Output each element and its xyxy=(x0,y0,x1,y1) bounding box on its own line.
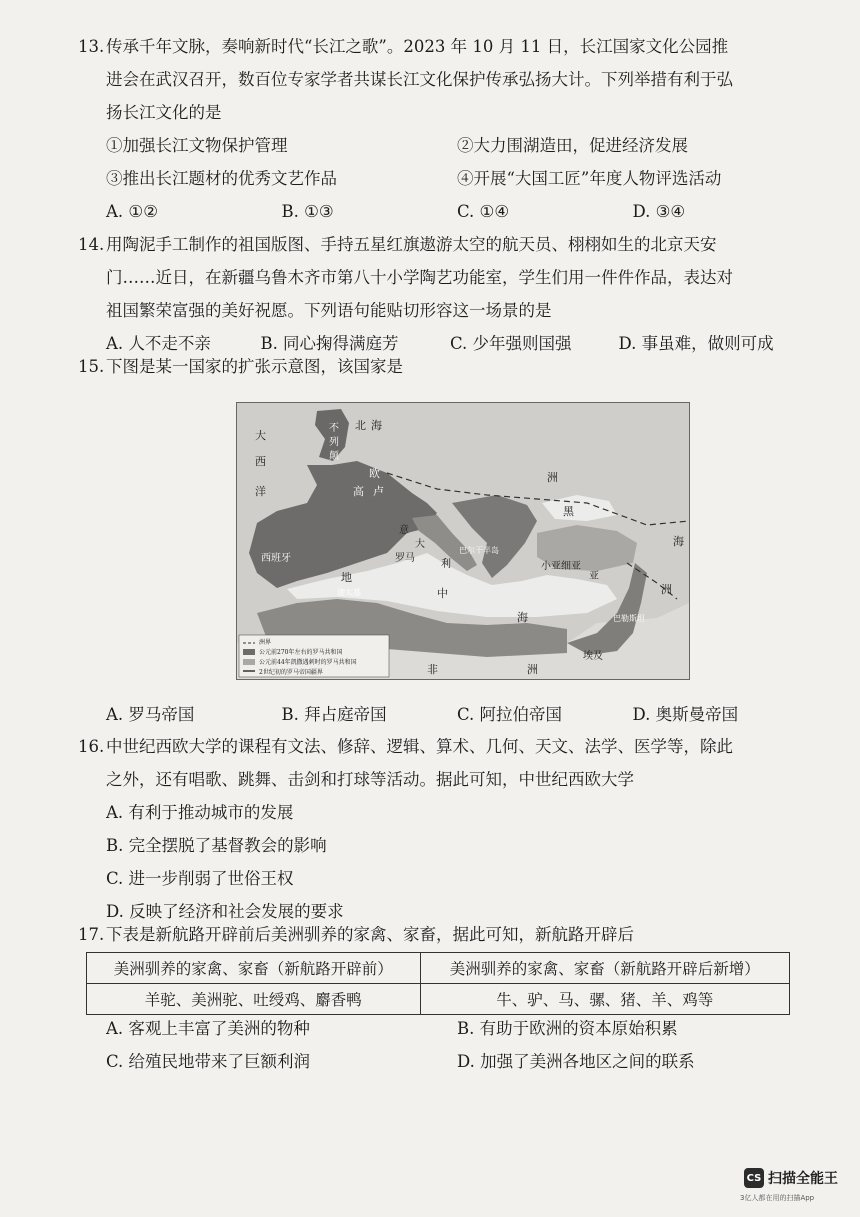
question-14 xyxy=(78,228,808,360)
option-c[interactable]: C. ①④ xyxy=(457,202,510,221)
map-label: 意 xyxy=(399,525,409,536)
legend-item: 2世纪初的罗马帝国疆界 xyxy=(259,669,323,676)
table-header-row xyxy=(87,953,790,984)
option-c[interactable]: C. 进一步削弱了世俗王权 xyxy=(106,869,294,888)
map-label: 中 xyxy=(437,587,448,600)
options-row xyxy=(78,1012,808,1045)
option-a[interactable]: A. 罗马帝国 xyxy=(106,705,195,724)
map-label: 罗马 xyxy=(395,553,415,564)
statement-2: ②大力围湖造田，促进经济发展 xyxy=(457,136,688,155)
map-label: 海 xyxy=(673,535,684,548)
option-a[interactable]: A. 人不走不亲 xyxy=(106,334,211,353)
roman-expansion-map xyxy=(236,402,690,680)
question-number: 16. xyxy=(78,737,105,756)
option-c[interactable]: C. 阿拉伯帝国 xyxy=(457,705,563,724)
option-b[interactable]: B. ①③ xyxy=(281,202,334,221)
statement-row xyxy=(78,162,808,195)
option-b[interactable]: B. 有助于欧洲的资本原始积累 xyxy=(457,1019,678,1038)
options-row xyxy=(78,698,808,731)
legend-item: 公元前270年左右的罗马共和国 xyxy=(259,649,343,656)
table-cell: 牛、驴、马、骡、猪、羊、鸡等 xyxy=(420,984,789,1015)
question-stem: 用陶泥手工制作的祖国版图、手持五星红旗遨游太空的航天员、栩栩如生的北京天安 门……近日，在新疆乌鲁木齐市第八十小学陶艺功能室，学生们用一件件作品，表达对 祖国繁荣富强的美好祝愿。下列语句能贴切形容这一场景的是 xyxy=(106,235,733,320)
map-label: 海 xyxy=(517,611,528,624)
options-row xyxy=(78,195,808,228)
option-a[interactable]: A. ①② xyxy=(106,202,158,221)
map-drawing xyxy=(237,403,689,679)
question-stem: 传承千年文脉，奏响新时代“长江之歌”。2023 年 10 月 11 日，长江国家文化公园推 进会在武汉召开，数百位专家学者共谋长江文化保护传承弘扬大计。下列举措有利于弘 扬长江文化的是 xyxy=(106,37,733,122)
watermark-subtitle: 3亿人都在用的扫描App xyxy=(740,1194,815,1202)
option-a[interactable]: A. 客观上丰富了美洲的物种 xyxy=(106,1019,310,1038)
map-label: 洲 xyxy=(547,471,558,484)
question-number: 15. xyxy=(78,357,105,376)
map-label: 不 xyxy=(329,423,339,434)
map-label: 埃及 xyxy=(583,651,603,662)
option-c[interactable]: C. 给殖民地带来了巨额利润 xyxy=(106,1052,311,1071)
map-label: 巴勒斯坦 xyxy=(613,614,645,623)
map-label: 西班牙 xyxy=(261,553,291,564)
map-label: 地 xyxy=(341,571,352,584)
option-c[interactable]: C. 少年强则国强 xyxy=(449,334,572,353)
cs-logo-icon: CS xyxy=(744,1168,764,1188)
option-d[interactable]: D. 事虽难，做则可成 xyxy=(618,334,774,353)
option-b[interactable]: B. 完全摆脱了基督教会的影响 xyxy=(106,836,327,855)
map-label: 巴尔干半岛 xyxy=(459,546,499,555)
map-label: 北 xyxy=(355,419,366,432)
table-header: 美洲驯养的家禽、家畜（新航路开辟后新增） xyxy=(420,953,789,984)
statement-4: ④开展“大国工匠”年度人物评选活动 xyxy=(457,169,722,188)
map-label: 颠 xyxy=(329,451,339,462)
question-15-options xyxy=(78,698,808,731)
option-d[interactable]: D. 加强了美洲各地区之间的联系 xyxy=(457,1052,695,1071)
question-number: 14. xyxy=(78,235,105,254)
question-number: 13. xyxy=(78,37,105,56)
question-stem: 中世纪西欧大学的课程有文法、修辞、逻辑、算术、几何、天文、法学、医学等，除此 之外，还有唱歌、跳舞、击剑和打球等活动。据此可知，中世纪西欧大学 xyxy=(106,737,733,789)
legend-item: 公元前44年凯撒遇刺时的罗马共和国 xyxy=(259,659,357,666)
statement-3: ③推出长江题材的优秀文艺作品 xyxy=(106,169,337,188)
option-d[interactable]: D. 反映了经济和社会发展的要求 xyxy=(106,902,344,921)
map-label: 卢 xyxy=(373,485,384,498)
question-number: 17. xyxy=(78,925,105,944)
option-d[interactable]: D. ③④ xyxy=(632,202,686,221)
watermark-name: 扫描全能王 xyxy=(768,1171,838,1187)
scanner-watermark xyxy=(744,1168,838,1188)
map-label: 欧 xyxy=(369,467,380,480)
option-d[interactable]: D. 奥斯曼帝国 xyxy=(632,705,739,724)
livestock-table xyxy=(86,952,790,1015)
table-cell: 羊驼、美洲驼、吐绶鸡、麝香鸭 xyxy=(87,984,421,1015)
map-label: 洋 xyxy=(255,485,266,498)
map-label: 海 xyxy=(371,419,382,432)
question-17-options xyxy=(78,1012,808,1078)
map-label: 迦太基 xyxy=(337,588,361,597)
question-17 xyxy=(78,918,808,951)
question-15 xyxy=(78,350,808,383)
question-stem: 下图是某一国家的扩张示意图，该国家是 xyxy=(106,357,403,376)
map-label: 利 xyxy=(441,559,451,570)
statement-1: ①加强长江文物保护管理 xyxy=(106,136,288,155)
question-13 xyxy=(78,30,808,228)
map-label: 亚 xyxy=(589,571,599,582)
question-stem: 下表是新航路开辟前后美洲驯养的家禽、家畜，据此可知，新航路开辟后 xyxy=(106,925,634,944)
map-label: 大 xyxy=(255,429,266,442)
options-row xyxy=(78,1045,808,1078)
map-label: 洲 xyxy=(661,583,672,596)
map-label: 非 xyxy=(427,663,438,676)
statement-row xyxy=(78,129,808,162)
map-label: 西 xyxy=(255,455,266,468)
map-label: 黑 xyxy=(563,505,574,518)
map-label: 列 xyxy=(329,437,339,448)
table-header: 美洲驯养的家禽、家畜（新航路开辟前） xyxy=(87,953,421,984)
map-label: 洲 xyxy=(527,663,538,676)
option-b[interactable]: B. 同心掬得满庭芳 xyxy=(260,334,399,353)
question-16 xyxy=(78,730,808,928)
option-b[interactable]: B. 拜占庭帝国 xyxy=(281,705,387,724)
map-label: 高 xyxy=(353,485,364,498)
option-a[interactable]: A. 有利于推动城市的发展 xyxy=(106,803,294,822)
table-row xyxy=(87,984,790,1015)
map-label: 大 xyxy=(415,539,425,550)
legend-item: 洲界 xyxy=(259,639,272,646)
map-label: 小亚细亚 xyxy=(541,561,581,572)
